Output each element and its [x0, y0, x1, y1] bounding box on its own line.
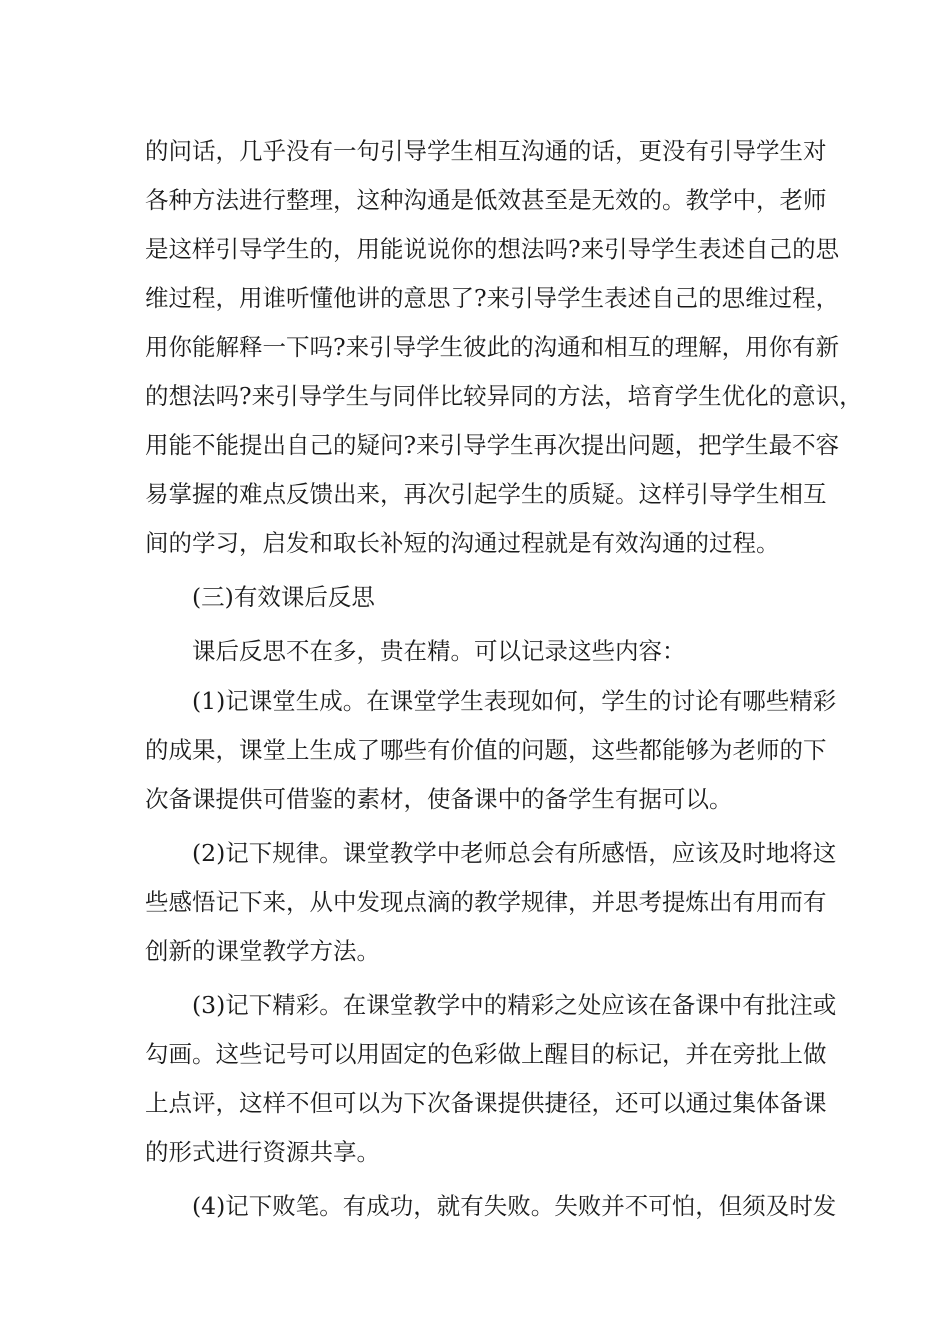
- list-item-line: (4)记下败笔。有成功，就有失败。失败并不可怕，但须及时发: [192, 1192, 837, 1220]
- list-item-line: (3)记下精彩。在课堂教学中的精彩之处应该在备课中有批注或: [192, 991, 837, 1019]
- list-item-line: (1)记课堂生成。在课堂学生表现如何，学生的讨论有哪些精彩: [192, 687, 837, 715]
- paragraph-line: 课后反思不在多，贵在精。可以记录这些内容：: [192, 637, 686, 665]
- text-line: 是这样引导学生的，用能说说你的想法吗?来引导学生表述自己的思: [145, 235, 840, 263]
- text-line: 的成果，课堂上生成了哪些有价值的问题，这些都能够为老师的下: [145, 736, 827, 764]
- text-line: 勾画。这些记号可以用固定的色彩做上醒目的标记，并在旁批上做: [145, 1040, 827, 1068]
- text-line: 维过程，用谁听懂他讲的意思了?来引导学生表述自己的思维过程，: [145, 284, 840, 312]
- text-line: 的想法吗?来引导学生与同伴比较异同的方法，培育学生优化的意识，: [145, 382, 863, 410]
- section-heading: (三)有效课后反思: [192, 583, 375, 611]
- text-line: 用能不能提出自己的疑问?来引导学生再次提出问题，把学生最不容: [145, 431, 840, 459]
- text-line: 次备课提供可借鉴的素材，使备课中的备学生有据可以。: [145, 785, 733, 813]
- text-line: 易掌握的难点反馈出来，再次引起学生的质疑。这样引导学生相互: [145, 480, 827, 508]
- text-line: 各种方法进行整理，这种沟通是低效甚至是无效的。教学中，老师: [145, 186, 827, 214]
- text-line: 上点评，这样不但可以为下次备课提供捷径，还可以通过集体备课: [145, 1089, 827, 1117]
- text-line: 用你能解释一下吗?来引导学生彼此的沟通和相互的理解，用你有新: [145, 333, 840, 361]
- text-line: 间的学习，启发和取长补短的沟通过程就是有效沟通的过程。: [145, 529, 780, 557]
- text-line: 创新的课堂教学方法。: [145, 937, 380, 965]
- text-line: 的形式进行资源共享。: [145, 1138, 380, 1166]
- text-line: 些感悟记下来，从中发现点滴的教学规律，并思考提炼出有用而有: [145, 888, 827, 916]
- list-item-line: (2)记下规律。课堂教学中老师总会有所感悟，应该及时地将这: [192, 839, 837, 867]
- text-line: 的问话，几乎没有一句引导学生相互沟通的话，更没有引导学生对: [145, 137, 827, 165]
